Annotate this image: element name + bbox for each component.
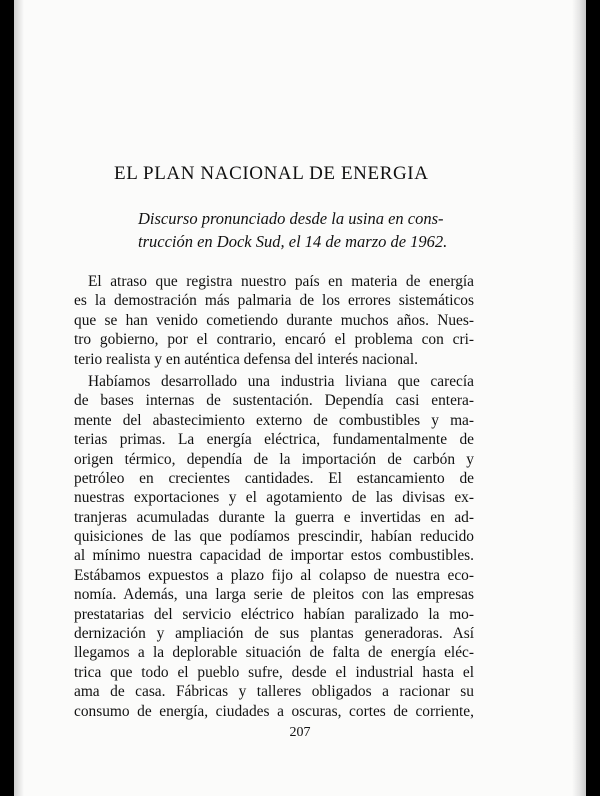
text-line: consumo de energía, ciudades a oscuras, cortes de corriente, bbox=[74, 702, 474, 720]
text-line: tro gobierno, por el contrario, encaró el problema con cri- bbox=[74, 331, 474, 349]
page-gutter-shadow bbox=[14, 0, 24, 796]
chapter-title: EL PLAN NACIONAL DE ENERGIA bbox=[114, 163, 429, 184]
text-line: al mínimo nuestra capacidad de importar estos combustibles. bbox=[74, 547, 474, 565]
text-line: nuestras exportaciones y el agotamiento de las divisas ex- bbox=[74, 489, 474, 507]
book-page bbox=[14, 0, 586, 796]
body-text bbox=[74, 272, 474, 721]
page-number: 207 bbox=[289, 725, 311, 740]
text-line: prestatarias del servicio eléctrico habían paralizado la mo- bbox=[74, 605, 474, 623]
text-line: que se han venido cometiendo durante muchos años. Nues- bbox=[74, 311, 474, 329]
subtitle-line: trucción en Dock Sud, el 14 de marzo de 1962. bbox=[138, 232, 448, 251]
text-line: origen térmico, dependía de la importación de carbón y bbox=[74, 450, 474, 468]
chapter-subtitle bbox=[138, 207, 478, 253]
text-line: trica que todo el pueblo sufre, desde el industrial hasta el bbox=[74, 663, 474, 681]
text-line: quisiciones de las que podíamos prescindir, habían reducido bbox=[74, 528, 474, 546]
text-line: mente del abastecimiento externo de combustibles y ma- bbox=[74, 411, 474, 429]
text-line: terio realista y en auténtica defensa del interés nacional. bbox=[74, 350, 418, 368]
text-line: llegamos a la deplorable situación de falta de energía eléc- bbox=[74, 644, 474, 662]
text-line: terias primas. La energía eléctrica, fundamentalmente de bbox=[74, 431, 474, 449]
text-line: Estábamos expuestos a plazo fijo al colapso de nuestra eco- bbox=[74, 566, 474, 584]
text-line: ama de casa. Fábricas y talleres obligados a racionar su bbox=[74, 683, 474, 701]
text-line: nomía. Además, una larga serie de pleitos con las empresas bbox=[74, 586, 474, 604]
text-line: tranjeras acumuladas durante la guerra e invertidas en ad- bbox=[74, 508, 474, 526]
text-line: Habíamos desarrollado una industria liviana que carecía bbox=[88, 372, 474, 390]
text-line: es la demostración más palmaria de los errores sistemáticos bbox=[74, 292, 474, 310]
subtitle-line: Discurso pronunciado desde la usina en cons- bbox=[138, 209, 444, 228]
text-line: El atraso que registra nuestro país en materia de energía bbox=[88, 273, 474, 290]
text-line: dernización y ampliación de sus plantas generadoras. Así bbox=[74, 625, 474, 643]
page-edge-shadow bbox=[572, 0, 586, 796]
text-line: de bases internas de sustentación. Dependía casi entera- bbox=[74, 392, 474, 410]
text-line: petróleo en crecientes cantidades. El estancamiento de bbox=[74, 469, 474, 487]
